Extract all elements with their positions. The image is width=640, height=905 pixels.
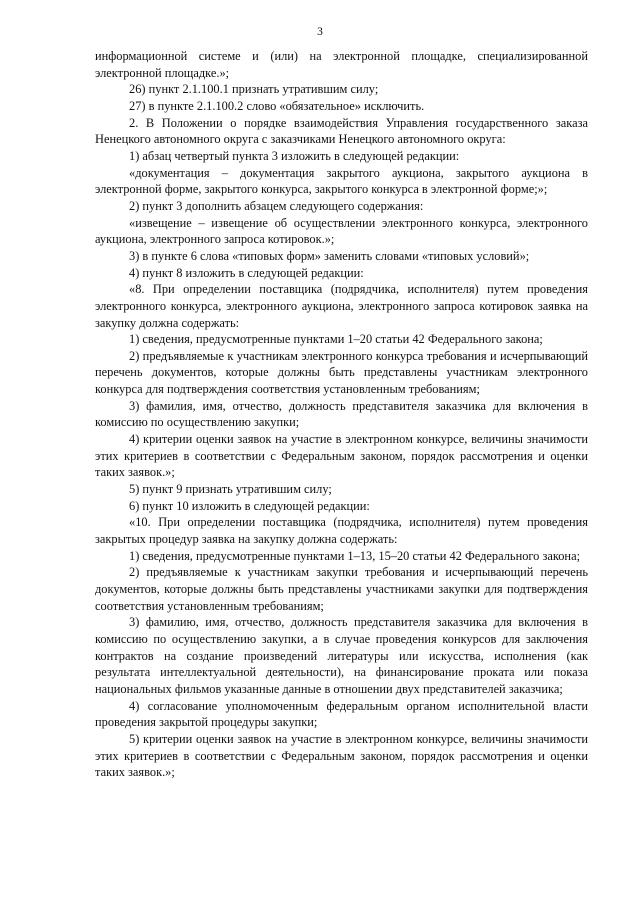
paragraph: 2) пункт 3 дополнить абзацем следующего содержания: <box>129 198 424 213</box>
paragraph: 4) критерии оценки заявок на участие в электронном конкурсе, величины значимости этих критериев в соответствии с Федеральным законом, порядок рассмотрения и оценки таких заявок.»; <box>95 432 588 480</box>
paragraph: 3) фамилия, имя, отчество, должность представителя заказчика для включения в комиссию по осуществлению закупки; <box>95 398 588 430</box>
paragraph: 2) предъявляемые к участникам закупки требования и исчерпывающий перечень документов, которые должны быть представлены участниками закупки для подтверждения соответствия установленным требованиям; <box>95 565 588 613</box>
paragraph: «документация – документация закрытого аукциона, закрытого аукциона в электронной форме, закрытого конкурса, закрытого конкурса в электронной форме;»; <box>95 165 588 197</box>
paragraph: 4) пункт 8 изложить в следующей редакции: <box>129 265 364 280</box>
paragraph: «извещение – извещение об осуществлении электронного конкурса, электронного аукциона, электронного запроса котировок.»; <box>95 215 588 247</box>
paragraph: 2. В Положении о порядке взаимодействия Управления государственного заказа Ненецкого автономного округа с заказчиками Ненецкого автономного округа: <box>95 115 588 147</box>
paragraph: 5) критерии оценки заявок на участие в электронном конкурсе, величины значимости этих критериев в соответствии с Федеральным законом, порядок рассмотрения и оценки таких заявок.»; <box>95 731 588 780</box>
paragraph: 26) пункт 2.1.100.1 признать утратившим силу; <box>129 82 379 97</box>
paragraph: 6) пункт 10 изложить в следующей редакции: <box>129 498 370 513</box>
paragraph: 4) согласование уполномоченным федеральным органом исполнительной власти проведения закрытой процедуры закупки; <box>95 698 588 730</box>
paragraph: 27) в пункте 2.1.100.2 слово «обязательное» исключить. <box>129 98 425 113</box>
page-number: 3 <box>317 26 323 38</box>
paragraph: 1) абзац четвертый пункта 3 изложить в следующей редакции: <box>129 148 460 163</box>
document-body <box>95 48 588 781</box>
paragraph: 5) пункт 9 признать утратившим силу; <box>129 482 332 497</box>
paragraph: 2) предъявляемые к участникам электронного конкурса требования и исчерпывающий перечень документов, которые должны быть представлены участникам электронного конкурса для подтверждения соответствия установленным требованиям; <box>95 348 588 397</box>
paragraph: 3) в пункте 6 слова «типовых форм» заменить словами «типовых условий»; <box>129 248 530 263</box>
paragraph: 1) сведения, предусмотренные пунктами 1–13, 15–20 статьи 42 Федерального закона; <box>129 548 581 563</box>
paragraph: «8. При определении поставщика (подрядчика, исполнителя) путем проведения электронного конкурса, электронного аукциона, электронного запроса котировок заявка на закупку должна содержать: <box>95 282 588 330</box>
paragraph: 1) сведения, предусмотренные пунктами 1–20 статьи 42 Федерального закона; <box>129 332 543 347</box>
paragraph: «10. При определении поставщика (подрядчика, исполнителя) путем проведения закрытых процедур заявка на закупку должна содержать: <box>95 515 588 547</box>
paragraph-continuation: информационной системе и (или) на электронной площадке, специализированной электронной площадке.»; <box>95 49 588 80</box>
paragraph: 3) фамилию, имя, отчество, должность представителя заказчика для включения в комиссию по осуществлению закупки, а в случае проведения конкурсов для заключения контрактов на создание произведений литературы или искусства, исполнения (как результата интеллектуальной деятельности), на финансирование проката или показа национальных фильмов указанные данные в отношении двух представителей заказчика; <box>95 615 588 696</box>
